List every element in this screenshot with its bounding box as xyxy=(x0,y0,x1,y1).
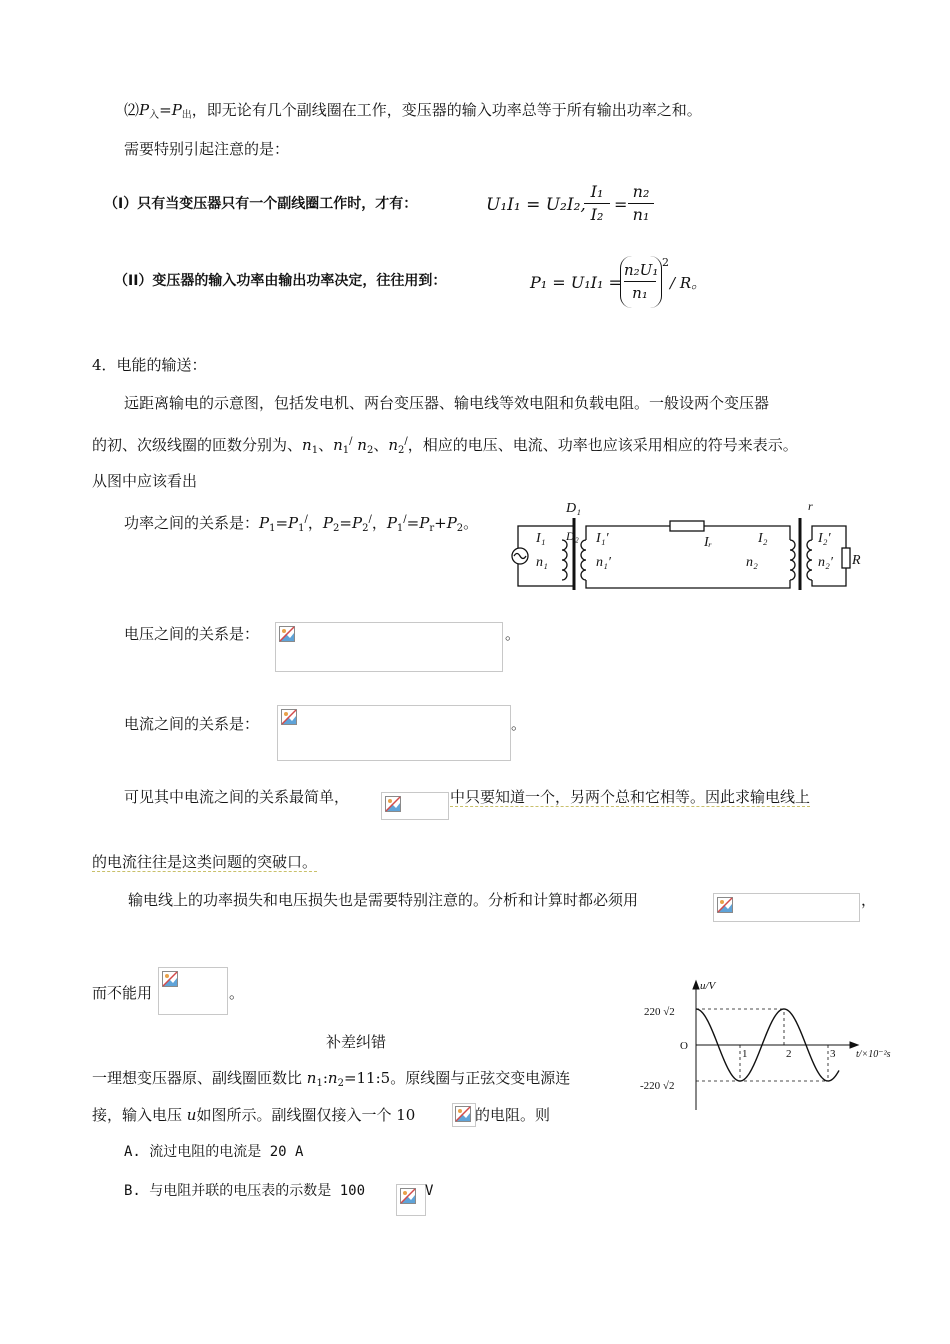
para1-line3: 从图中应该看出 xyxy=(92,472,198,490)
current-relation-end: 。 xyxy=(511,715,527,733)
voltage-formula-image xyxy=(275,622,503,672)
simple-line2 xyxy=(92,851,317,873)
y-tick-min: -220 √2 xyxy=(640,1080,675,1092)
label-i1-prime: I₁′ xyxy=(596,531,609,546)
n2-symbol: n xyxy=(357,436,367,454)
subscript: 2 xyxy=(333,523,340,534)
symbol: P xyxy=(259,514,270,532)
label-ir: Iᵣ xyxy=(704,535,713,550)
prime-mark: / xyxy=(368,514,372,525)
subscript: 1 xyxy=(396,523,404,534)
label-n2-prime: n₂′ xyxy=(818,555,833,570)
not-line-post: 。 xyxy=(229,984,245,1002)
prime-mark: / xyxy=(349,436,353,447)
loss-formula-image xyxy=(713,893,860,922)
n2-prime-subscript: 2 xyxy=(398,445,405,456)
broken-image-icon xyxy=(455,1106,471,1122)
separator: ， xyxy=(307,514,323,532)
line-resistor-r xyxy=(670,521,704,531)
text: =11:5。原线圈与正弦交变电源连 xyxy=(343,1069,571,1087)
subscript: 2 xyxy=(456,523,464,534)
label-n1: n₁ xyxy=(536,555,548,570)
power-relation-line xyxy=(124,509,478,540)
line-bottom xyxy=(586,580,790,588)
option-a[interactable]: A. 流过电阻的电流是 20 A xyxy=(124,1144,304,1160)
secondary-coil-2 xyxy=(807,540,812,580)
p-in-subscript: 入 xyxy=(149,110,160,121)
label-n2: n₂ xyxy=(746,555,758,570)
label-i1: I₁ xyxy=(536,531,546,546)
prime-mark: / xyxy=(304,514,308,525)
y-tick-max: 220 √2 xyxy=(644,1006,675,1018)
case1-fraction-equals: = xyxy=(614,195,628,214)
p-out-symbol: P xyxy=(171,101,182,119)
case2-fraction xyxy=(624,260,659,303)
n2-prime-symbol: n xyxy=(388,436,399,454)
x-axis-arrow xyxy=(850,1042,858,1048)
symbol: =P xyxy=(339,514,363,532)
primary-coil-2 xyxy=(790,540,795,580)
n1-prime-symbol: n xyxy=(333,436,343,454)
loss-line-post: ， xyxy=(861,891,877,909)
separator: ， xyxy=(371,514,387,532)
section4-title: 4．电能的输送： xyxy=(92,356,207,374)
case1-fraction-right xyxy=(628,182,654,225)
case1-fraction-left xyxy=(584,182,610,225)
current-relation-label: 电流之间的关系是： xyxy=(124,715,260,733)
y-tick-origin: O xyxy=(680,1040,688,1052)
subscript: 1 xyxy=(316,1078,323,1089)
case2-formula-lhs: P₁ = U₁I₁ = xyxy=(530,273,622,292)
para1-line2-post: ，相应的电压、电流、功率也应该采用相应的符号来表示。 xyxy=(407,436,798,454)
separator: 、 xyxy=(318,436,334,454)
symbol: =P xyxy=(406,514,430,532)
voltage-relation-label: 电压之间的关系是： xyxy=(124,625,260,643)
y-axis-arrow xyxy=(693,981,699,989)
case1-formula: U₁I₁ = U₂I₂, xyxy=(486,195,586,215)
symbol: +P xyxy=(434,514,457,532)
para1-line2-pre: 的初、次级线圈的匝数分别为、 xyxy=(92,436,303,454)
power-relation-label: 功率之间的关系是： xyxy=(124,514,260,532)
prime-mark: / xyxy=(404,436,408,447)
equals-sign: = xyxy=(159,101,172,119)
x-tick-3: 3 xyxy=(830,1048,836,1060)
ohm-symbol-image xyxy=(452,1103,476,1127)
line-top-right xyxy=(704,526,790,540)
current-equality-image xyxy=(381,792,449,820)
transmission-circuit-diagram xyxy=(500,498,870,598)
simple-line1-post xyxy=(450,786,810,808)
power-balance-line xyxy=(124,99,702,127)
broken-image-icon xyxy=(717,897,733,913)
secondary-coil-1 xyxy=(581,540,586,580)
label-d1: D₁ xyxy=(566,501,581,516)
symbol: n xyxy=(327,1069,338,1087)
case2-tail: / R。 xyxy=(670,274,707,292)
label-i2-prime: I₂′ xyxy=(818,531,831,546)
prime-mark: / xyxy=(403,514,407,525)
broken-image-icon xyxy=(400,1188,416,1204)
fraction-numerator: I₁ xyxy=(590,182,604,201)
note-line: 需要特别引起注意的是： xyxy=(124,140,290,158)
separator: 、 xyxy=(373,436,389,454)
x-tick-2: 2 xyxy=(786,1048,792,1060)
loss-line-pre: 输电线上的功率损失和电压损失也是需要特别注意的。分析和计算时都必须用 xyxy=(128,891,639,909)
problem-line2-post: 的电阻。则 xyxy=(475,1106,551,1124)
n1-subscript: 1 xyxy=(311,445,319,456)
case2-label: （ⅠⅠ）变压器的输入功率由输出功率决定，往往用到： xyxy=(114,273,447,289)
x-tick-1: 1 xyxy=(742,1048,748,1060)
para1-line1: 远距离输电的示意图，包括发电机、两台变压器、输电线等效电阻和负载电阻。一般设两个变压器 xyxy=(124,394,770,412)
subscript: 1 xyxy=(298,523,305,534)
sqrt-symbol-image xyxy=(396,1184,426,1216)
not-formula-image xyxy=(158,967,228,1015)
option-b[interactable] xyxy=(124,1180,365,1202)
broken-image-icon xyxy=(385,796,401,812)
item-number: ⑵ xyxy=(124,101,140,119)
symbol: P xyxy=(322,514,334,532)
fraction-denominator: n₁ xyxy=(632,284,648,302)
p-out-subscript: 出 xyxy=(181,110,192,121)
label-i2: I₂ xyxy=(758,531,768,546)
case1-label: （Ⅰ）只有当变压器只有一个副线圈工作时，才有： xyxy=(104,196,418,212)
symbol: n xyxy=(306,1069,317,1087)
symbol: u xyxy=(186,1106,197,1124)
fraction-numerator: n₂U₁ xyxy=(624,261,659,279)
fraction-denominator: I₂ xyxy=(590,205,604,224)
voltage-relation-end: 。 xyxy=(505,625,521,643)
option-b-unit: V xyxy=(425,1183,434,1199)
power-balance-text: ，即无论有几个副线圈在工作，变压器的输入功率总等于所有输出功率之和。 xyxy=(191,101,702,119)
current-formula-image xyxy=(277,705,511,761)
label-load-r: R xyxy=(852,553,861,568)
n1-prime-subscript: 1 xyxy=(342,445,350,456)
exercise-title: 补差纠错 xyxy=(326,1033,387,1051)
load-resistor xyxy=(842,548,850,568)
fraction-denominator: n₁ xyxy=(632,205,650,224)
text: 一理想变压器原、副线圈匝数比 xyxy=(92,1069,307,1087)
voltage-waveform-chart xyxy=(640,975,900,1115)
subscript: 1 xyxy=(269,523,276,534)
problem-line1 xyxy=(92,1067,570,1095)
para1-line2 xyxy=(92,431,798,462)
broken-image-icon xyxy=(279,626,295,642)
fraction-numerator: n₂ xyxy=(632,182,650,201)
period: 。 xyxy=(463,514,479,532)
label-r: r xyxy=(808,499,813,513)
simple-line1-pre: 可见其中电流之间的关系最简单， xyxy=(124,788,350,806)
n1-symbol: n xyxy=(302,436,312,454)
n2-subscript: 2 xyxy=(366,445,374,456)
case2-exponent: 2 xyxy=(662,256,669,269)
underlined-text: 中只要知道一个，另两个总和它相等。因此求输电线上 xyxy=(450,788,811,806)
x-axis-label: t/×10⁻²s xyxy=(856,1049,891,1060)
text: : xyxy=(322,1069,328,1087)
primary-coil-1 xyxy=(562,540,567,580)
load-loop-bottom xyxy=(812,568,846,586)
not-line-pre: 而不能用 xyxy=(92,984,153,1002)
y-axis-label: u/V xyxy=(700,980,716,992)
text: B. 与电阻并联的电压表的示数是 100 xyxy=(124,1183,366,1199)
text: 如图所示。副线圈仅接入一个 10 xyxy=(196,1106,416,1124)
underlined-text: 的电流往往是这类问题的突破口。 xyxy=(92,853,318,871)
symbol: =P xyxy=(275,514,299,532)
subscript: r xyxy=(429,523,435,534)
problem-line2-pre xyxy=(92,1104,415,1126)
label-n1-prime: n₁′ xyxy=(596,555,611,570)
broken-image-icon xyxy=(281,709,297,725)
subscript: 2 xyxy=(337,1078,344,1089)
label-d2: D₂ xyxy=(566,529,579,543)
symbol: P xyxy=(386,514,397,532)
text: 接，输入电压 xyxy=(92,1106,187,1124)
broken-image-icon xyxy=(162,971,178,987)
subscript: 2 xyxy=(362,523,369,534)
p-in-symbol: P xyxy=(139,101,150,119)
